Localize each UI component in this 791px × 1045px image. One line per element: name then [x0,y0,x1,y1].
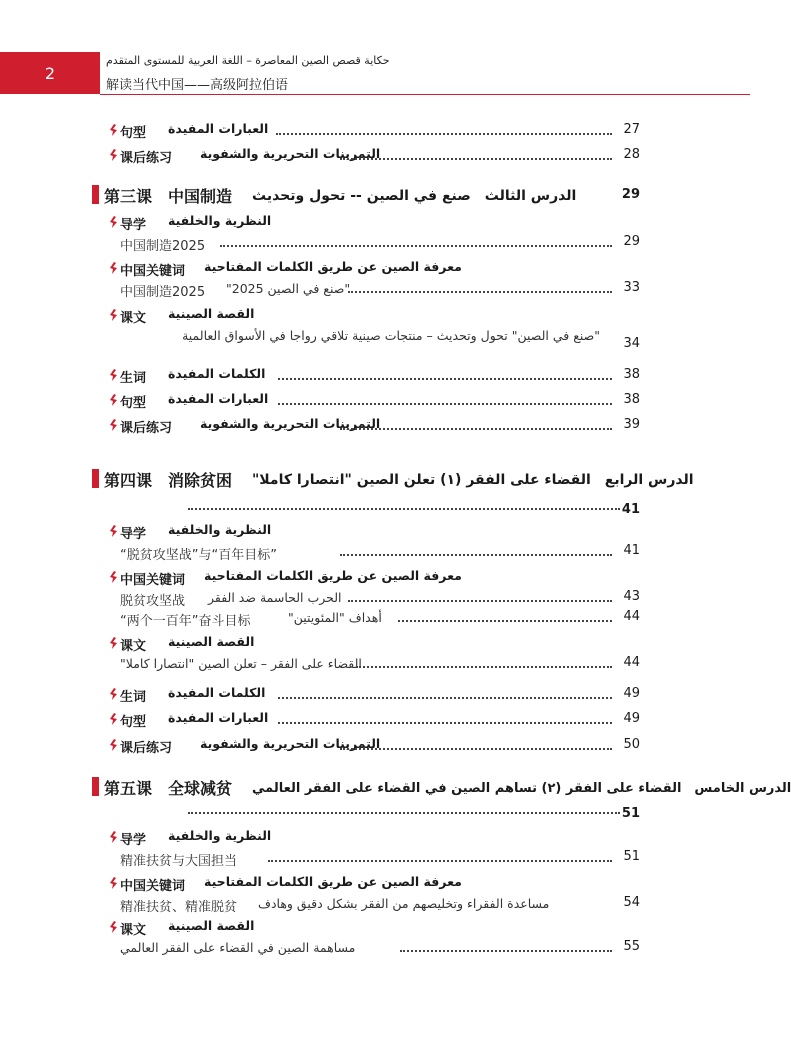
entry-label-zh: 课文 [120,311,147,326]
entry-label-ar: العبارات المفيدة [168,121,269,136]
brush-marker-icon [108,876,119,890]
entry-sub-ar: الحرب الحاسمة ضد الفقر [208,590,342,605]
entry-label-ar: القصة الصينية [168,634,255,649]
entry-label-zh: 句型 [120,715,147,730]
entry-label-ar: معرفة الصين عن طريق الكلمات المفتاحية [204,874,462,889]
entry-sub-zh: 精准扶贫、精准脱贫 [120,900,238,915]
brush-marker-icon [108,920,119,934]
lesson-marker-bar [92,469,99,488]
entry-label-zh: 课后练习 [120,741,173,756]
brush-marker-icon [108,418,119,432]
toc-entry[interactable] [108,213,640,253]
lesson-title-ar: الدرس الثالث صنع في الصين -- تحول وتحديث [252,188,577,204]
lesson-title-ar: الدرس الرابع القضاء على الفقر (١) تعلن الصين "انتصارا كاملا" [252,472,694,488]
brush-marker-icon [108,368,119,382]
lesson-marker-bar [92,185,99,204]
leader-dots [220,245,612,247]
brush-marker-icon [108,308,119,322]
entry-label-zh: 中国关键词 [120,264,186,279]
entry-label-zh: 中国关键词 [120,879,186,894]
leader-dots [276,133,612,135]
brush-marker-icon [108,148,119,162]
entry-label-ar: الكلمات المفيدة [168,685,266,700]
page-ref: 29 [623,234,640,249]
toc-entry[interactable] [108,918,640,958]
entry-label-ar: العبارات المفيدة [168,391,269,406]
lesson-marker-bar [92,777,99,796]
page-ref: 44 [623,655,640,670]
toc-entry[interactable] [108,685,640,705]
toc-entry[interactable] [108,568,640,628]
entry-label-ar: النظرية والخلفية [168,828,272,843]
toc-entry[interactable] [108,710,640,730]
entry-sub-ar: "صنع في الصين" تحول وتحديث – منتجات صينية تلاقي رواجا في الأسواق العالمية [182,328,600,343]
leader-dots [278,378,612,380]
page-number: 2 [0,52,100,94]
brush-marker-icon [108,570,119,584]
lesson-page-ref: 51 [621,806,640,821]
leader-dots [340,158,612,160]
lesson-title-zh: 第五课 全球减贫 [104,779,233,798]
entry-label-zh: 课后练习 [120,421,173,436]
entry-label-zh: 导学 [120,527,147,542]
page-ref: 49 [623,711,640,726]
entry-label-ar: العبارات المفيدة [168,710,269,725]
leader-dots [268,860,612,862]
brush-marker-icon [108,215,119,229]
leader-dots [188,812,620,814]
brush-marker-icon [108,636,119,650]
toc-entry[interactable] [108,522,640,562]
entry-label-zh: 导学 [120,833,147,848]
leader-dots [356,666,612,668]
page-ref: 39 [623,417,640,432]
brush-marker-icon [108,830,119,844]
entry-sub-zh: 精准扶贫与大国担当 [120,854,238,869]
entry-label-ar: الكلمات المفيدة [168,366,266,381]
entry-label-ar: التمرينات التحريرية والشفوية [200,736,381,751]
leader-dots [400,950,612,952]
lesson-title-zh: 第三课 中国制造 [104,187,233,206]
entry-sub-zh: 中国制造2025 [120,239,206,254]
leader-dots [348,600,612,602]
leader-dots [188,508,620,510]
toc-entry[interactable] [108,874,640,914]
brush-marker-icon [108,738,119,752]
toc-entry[interactable] [108,259,640,299]
brush-marker-icon [108,261,119,275]
book-title-arabic: حكاية قصص الصين المعاصرة – اللغة العربية للمستوى المتقدم [106,54,390,67]
brush-marker-icon [108,687,119,701]
entry-label-ar: القصة الصينية [168,306,255,321]
entry-sub-ar: القضاء على الفقر – تعلن الصين "انتصارا كاملا" [120,656,362,671]
lesson-page-ref: 29 [621,187,640,202]
entry-label-ar: النظرية والخلفية [168,522,272,537]
entry-label-zh: 课文 [120,639,147,654]
leader-dots [278,697,612,699]
leader-dots [398,620,612,622]
entry-label-zh: 导学 [120,218,147,233]
page-ref: 55 [623,939,640,954]
entry-sub-ar: مساعدة الفقراء وتخليصهم من الفقر بشكل دقيق وهادف [258,896,550,911]
leader-dots [340,554,612,556]
page-ref: 51 [623,849,640,864]
toc-entry[interactable] [108,306,640,360]
entry-sub-ar: "صنع في الصين 2025" [226,281,351,296]
toc-entry[interactable] [108,416,640,436]
leader-dots [348,291,612,293]
page-header [0,52,750,94]
toc-entry[interactable] [108,828,640,868]
page-ref: 27 [623,122,640,137]
entry-sub-zh: 中国制造2025 [120,285,206,300]
entry-sub-ar: مساهمة الصين في القضاء على الفقر العالمي [120,940,356,955]
entry-label-zh: 课文 [120,923,147,938]
brush-marker-icon [108,712,119,726]
entry-sub-ar: أهداف "المئويتين" [288,610,382,625]
header-divider [100,94,750,95]
entry-sub-zh: “两个一百年”奋斗目标 [120,614,251,629]
leader-dots [278,722,612,724]
toc-entry[interactable] [108,391,640,411]
entry-label-ar: التمرينات التحريرية والشفوية [200,146,381,161]
entry-label-zh: 句型 [120,396,147,411]
entry-label-zh: 课后练习 [120,151,173,166]
page-ref: 50 [623,737,640,752]
toc-entry[interactable] [108,121,640,141]
leader-dots [340,748,612,750]
entry-label-ar: معرفة الصين عن طريق الكلمات المفتاحية [204,568,462,583]
page-ref: 33 [623,280,640,295]
page-ref: 54 [623,895,640,910]
lesson-title-ar: الدرس الخامس القضاء على الفقر (٢) تساهم الصين في القضاء على الفقر العالمي [252,781,791,796]
book-title-chinese: 解读当代中国——高级阿拉伯语 [106,78,289,93]
entry-label-zh: 句型 [120,126,147,141]
page-ref: 28 [623,147,640,162]
entry-sub-zh: “脱贫攻坚战”与“百年目标” [120,548,277,563]
brush-marker-icon [108,123,119,137]
entry-sub-zh: 脱贫攻坚战 [120,594,186,609]
lesson-page-ref: 41 [621,502,640,517]
page-ref: 38 [623,367,640,382]
entry-label-zh: 生词 [120,690,147,705]
lesson-title-zh: 第四课 消除贫困 [104,471,233,490]
leader-dots [278,403,612,405]
toc-entry[interactable] [108,634,640,674]
brush-marker-icon [108,393,119,407]
entry-label-zh: 中国关键词 [120,573,186,588]
page-ref: 34 [623,336,640,351]
page-ref: 41 [623,543,640,558]
entry-label-ar: التمرينات التحريرية والشفوية [200,416,381,431]
entry-label-zh: 生词 [120,371,147,386]
entry-label-ar: النظرية والخلفية [168,213,272,228]
page-ref: 44 [623,609,640,624]
toc-entry[interactable] [108,736,640,756]
lesson-heading[interactable] [92,468,694,517]
lesson-heading[interactable] [92,776,791,822]
entry-label-ar: معرفة الصين عن طريق الكلمات المفتاحية [204,259,462,274]
page-ref: 43 [623,589,640,604]
page-ref: 38 [623,392,640,407]
page-ref: 49 [623,686,640,701]
entry-label-ar: القصة الصينية [168,918,255,933]
leader-dots [340,428,612,430]
brush-marker-icon [108,524,119,538]
toc-entry[interactable] [108,366,640,386]
toc-entry[interactable] [108,146,640,166]
